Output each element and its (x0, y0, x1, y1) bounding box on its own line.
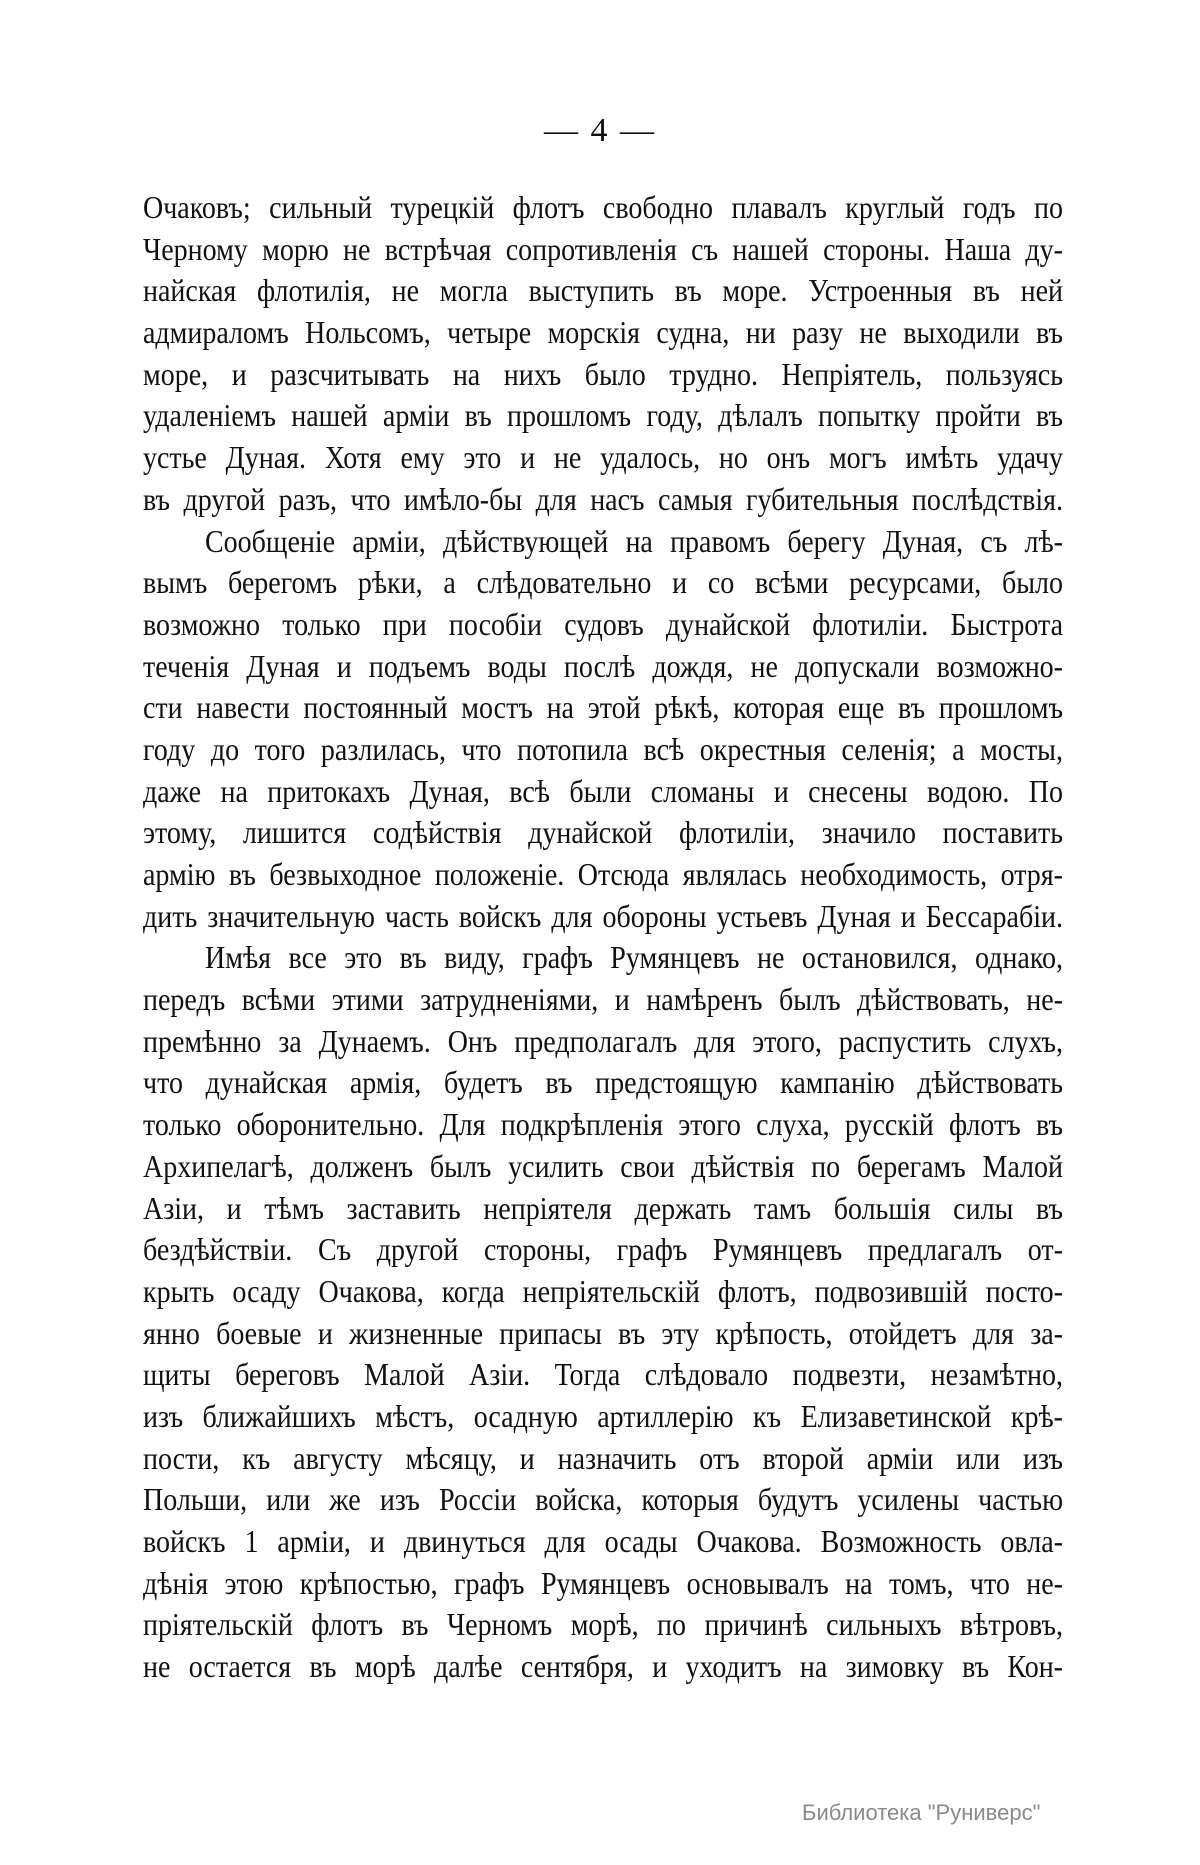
text-line: Азіи, и тѣмъ заставить непріятеля держать тамъ большія силы въ (143, 1191, 1063, 1227)
paragraph (143, 522, 1063, 939)
paragraph (143, 188, 1063, 522)
text-line: Черному морю не встрѣчая сопротивленія съ нашей стороны. Наша ду- (143, 232, 1063, 268)
text-line: армію въ безвыходное положеніе. Отсюда являлась необходимость, отря- (143, 858, 1063, 893)
text-line: передъ всѣми этими затрудненіями, и намѣренъ былъ дѣйствовать, не- (143, 983, 1063, 1018)
text-line: сти навести постоянный мостъ на этой рѣкѣ, которая еще въ прошломъ (143, 691, 1063, 727)
text-line: Имѣя все это въ виду, графъ Румянцевъ не остановился, однако, (205, 941, 1063, 977)
text-line: крыть осаду Очакова, когда непріятельскій флотъ, подвозившій посто- (143, 1274, 1063, 1310)
text-line: даже на притокахъ Дуная, всѣ были сломаны и снесены водою. По (143, 774, 1063, 810)
text-line: Польши, или же изъ Россіи войска, которыя будутъ усилены частью (143, 1483, 1063, 1519)
text-line: Очаковъ; сильный турецкій флотъ свободно плавалъ круглый годъ по (143, 191, 1063, 226)
body-text (143, 188, 1063, 1689)
text-line: дѣнія этою крѣпостью, графъ Румянцевъ основывалъ на томъ, что не- (143, 1566, 1063, 1602)
text-line: янно боевые и жизненные припасы въ эту крѣпость, отойдетъ для за- (143, 1316, 1063, 1352)
text-line: Архипелагѣ, долженъ былъ усилить свои дѣйствія по берегамъ Малой (143, 1149, 1063, 1185)
text-line: удаленіемъ нашей арміи въ прошломъ году, дѣлалъ попытку пройти въ (143, 399, 1063, 435)
text-line: пости, къ августу мѣсяцу, и назначить отъ второй арміи или изъ (143, 1441, 1063, 1477)
text-line: только оборонительно. Для подкрѣпленія этого слуха, русскій флотъ въ (143, 1108, 1063, 1143)
text-line: премѣнно за Дунаемъ. Онъ предполагалъ для этого, распустить слухъ, (143, 1024, 1063, 1060)
text-line: дить значительную часть войскъ для обороны устьевъ Дуная и Бессарабіи. (143, 899, 1063, 935)
text-line: этому, лишится содѣйствія дунайской флотиліи, значило поставить (143, 816, 1063, 852)
text-line: щиты береговъ Малой Азіи. Тогда слѣдовало подвезти, незамѣтно, (143, 1358, 1063, 1394)
text-line: пріятельскій флотъ въ Черномъ морѣ, по причинѣ сильныхъ вѣтровъ, (143, 1608, 1063, 1644)
text-line: изъ ближайшихъ мѣстъ, осадную артиллерію къ Елизаветинской крѣ- (143, 1400, 1063, 1435)
text-line: найская флотилія, не могла выступить въ море. Устроенныя въ ней (143, 274, 1063, 310)
text-line: въ другой разъ, что имѣло-бы для насъ самыя губительныя послѣдствія. (143, 482, 1063, 518)
text-line: море, и разсчитывать на нихъ было трудно. Непріятель, пользуясь (143, 357, 1063, 393)
text-line: вымъ берегомъ рѣки, а слѣдовательно и со всѣми ресурсами, было (143, 566, 1063, 602)
text-line: году до того разлилась, что потопила всѣ окрестныя селенія; а мосты, (143, 733, 1063, 768)
text-line: теченія Дуная и подъемъ воды послѣ дождя, не допускали возможно- (143, 649, 1063, 685)
text-line: Сообщеніе арміи, дѣйствующей на правомъ берегу Дуная, съ лѣ- (205, 524, 1063, 560)
text-line: войскъ 1 арміи, и двинуться для осады Очакова. Возможность овла- (143, 1525, 1063, 1560)
text-line: что дунайская армія, будетъ въ предстоящую кампанію дѣйствовать (143, 1066, 1063, 1102)
text-line: адмираломъ Нольсомъ, четыре морскія судна, ни разу не выходили въ (143, 316, 1063, 351)
text-line: возможно только при пособіи судовъ дунайской флотиліи. Быстрота (143, 607, 1063, 643)
text-line: устье Дуная. Хотя ему это и не удалось, но онъ могъ имѣть удачу (143, 441, 1063, 476)
paragraph (143, 938, 1063, 1688)
library-watermark: Библиотека "Руниверс" (802, 1800, 1041, 1825)
text-line: не остается въ морѣ далѣе сентября, и уходитъ на зимовку въ Кон- (143, 1650, 1063, 1685)
page-number: — 4 — (544, 112, 656, 149)
text-line: бездѣйствіи. Съ другой стороны, графъ Румянцевъ предлагалъ от- (143, 1233, 1063, 1269)
